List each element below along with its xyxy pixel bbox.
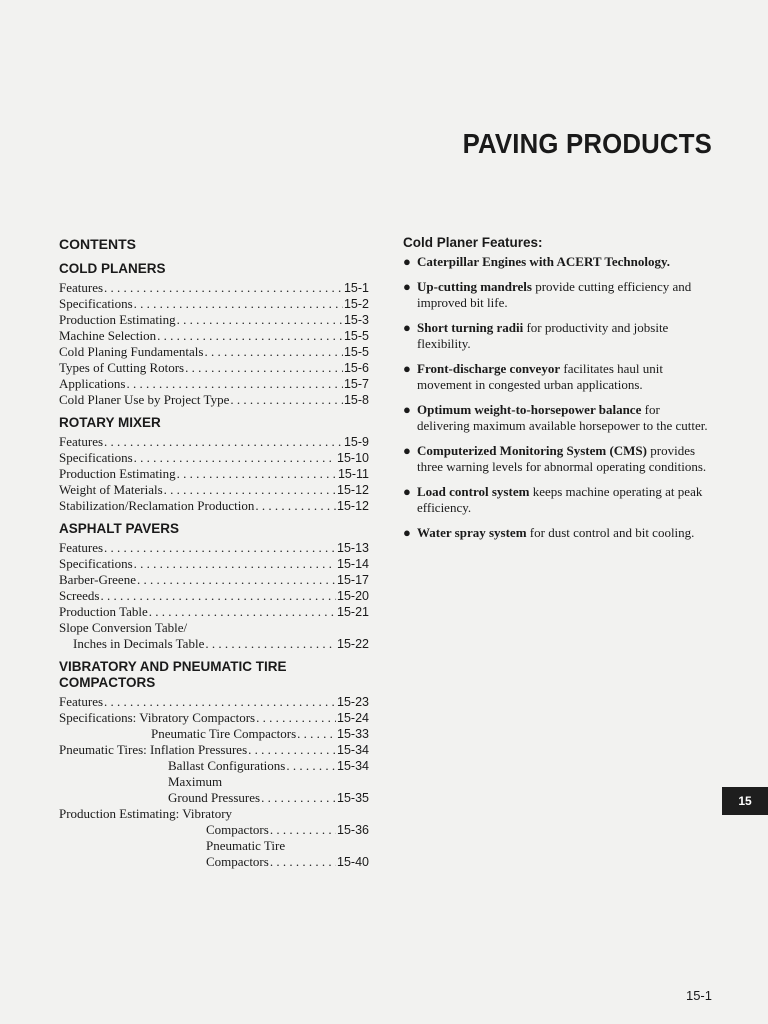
toc-entry-pt-ballast (59, 758, 369, 774)
toc-entry (59, 482, 369, 498)
toc-entry-pt-maximum: Maximum (168, 774, 223, 789)
bullet-icon: ● (403, 443, 411, 458)
toc-entry-label: Specifications: Vibratory Compactors (59, 710, 256, 725)
feature-description: facilitates haul unit movement in congested urban applications. (417, 361, 663, 392)
feature-name: Short turning radii (417, 320, 524, 335)
section-tab: 15 (722, 787, 768, 815)
toc-entry-page: 15-24 (337, 711, 369, 725)
toc-entry-page: 15-33 (337, 727, 369, 741)
toc-entry (59, 376, 369, 392)
contents-heading: CONTENTS (59, 236, 136, 252)
feature-item (403, 525, 715, 541)
leader-dots (104, 434, 343, 450)
toc-entry-slope-line1: Slope Conversion Table/ (59, 620, 188, 635)
bullet-icon: ● (403, 525, 411, 540)
feature-item (403, 320, 715, 352)
toc-entry-page: 15-35 (337, 791, 369, 805)
toc-entry-label: Features (59, 434, 104, 449)
feature-item (403, 402, 715, 434)
leader-dots (297, 726, 336, 742)
toc-entry-page: 15-11 (337, 467, 369, 481)
features-list (403, 254, 715, 541)
toc-entry-page: 15-34 (337, 743, 369, 757)
leader-dots (261, 790, 336, 806)
feature-name: Water spray system (417, 525, 527, 540)
toc-entry (59, 604, 369, 620)
toc-entry-pe-pneumatic-1: Pneumatic Tire (206, 838, 286, 853)
section-heading-rotary-mixer: ROTARY MIXER (59, 415, 161, 430)
toc-entry-label: Compactors (206, 822, 269, 837)
toc-entry-label: Ballast Configurations (168, 758, 286, 773)
toc-entry (59, 498, 369, 514)
toc-entry (59, 588, 369, 604)
leader-dots (164, 482, 336, 498)
bullet-icon: ● (403, 254, 411, 269)
toc-entry-spec-pneumatic (59, 726, 369, 742)
leader-dots (134, 296, 343, 312)
bullet-icon: ● (403, 320, 411, 335)
toc-entry-page: 15-10 (337, 451, 369, 465)
section-heading-compactors-line2: COMPACTORS (59, 675, 156, 690)
toc-entry (59, 466, 369, 482)
leader-dots (270, 854, 336, 870)
toc-entry-label: Weight of Materials (59, 482, 163, 497)
toc-entry-label: Applications (59, 376, 126, 391)
toc-entry-page: 15-5 (343, 329, 369, 343)
contents-column (59, 232, 369, 870)
bullet-icon: ● (403, 279, 411, 294)
toc-entry-pt-inflation (59, 742, 369, 758)
toc-entry-page: 15-13 (337, 541, 369, 555)
leader-dots (185, 360, 343, 376)
section-heading-cold-planers: COLD PLANERS (59, 261, 166, 276)
toc-entry (59, 296, 369, 312)
toc-entry-label: Compactors (206, 854, 269, 869)
toc-entry-label: Production Estimating (59, 312, 176, 327)
bullet-icon: ● (403, 484, 411, 499)
leader-dots (204, 344, 343, 360)
leader-dots (157, 328, 343, 344)
toc-entry (59, 556, 369, 572)
toc-entry-spec-vibratory (59, 710, 369, 726)
toc-entry-page: 15-9 (343, 435, 369, 449)
toc-entry-label: Ground Pressures (168, 790, 261, 805)
toc-entry-pe-pneumatic-2 (59, 854, 369, 870)
toc-entry-page: 15-23 (337, 695, 369, 709)
section-heading-compactors-line1: VIBRATORY AND PNEUMATIC TIRE (59, 659, 287, 674)
toc-entry-page: 15-8 (343, 393, 369, 407)
bullet-icon: ● (403, 361, 411, 376)
toc-entry-page: 15-40 (337, 855, 369, 869)
feature-name: Front-discharge conveyor (417, 361, 561, 376)
toc-entry-label: Pneumatic Tire Compactors (151, 726, 297, 741)
toc-entry (59, 360, 369, 376)
toc-list-rotary-mixer (59, 434, 369, 514)
leader-dots (177, 466, 337, 482)
leader-dots (248, 742, 336, 758)
toc-entry-page: 15-36 (337, 823, 369, 837)
toc-entry-label: Features (59, 280, 104, 295)
feature-item (403, 254, 715, 270)
leader-dots (270, 822, 336, 838)
feature-name: Up-cutting mandrels (417, 279, 532, 294)
toc-entry-label: Stabilization/Reclamation Production (59, 498, 255, 513)
toc-entry-page: 15-34 (337, 759, 369, 773)
leader-dots (134, 450, 336, 466)
toc-entry-pt-ground (59, 790, 369, 806)
toc-entry-label: Pneumatic Tires: Inflation Pressures (59, 742, 248, 757)
toc-entry-label: Screeds (59, 588, 100, 603)
leader-dots (104, 540, 336, 556)
toc-list-asphalt-pavers (59, 540, 369, 620)
feature-item (403, 279, 715, 311)
toc-entry-label: Specifications (59, 556, 133, 571)
feature-item (403, 443, 715, 475)
toc-entry (59, 280, 369, 296)
page-title: PAVING PRODUCTS (462, 128, 712, 159)
features-heading: Cold Planer Features: (403, 235, 543, 250)
feature-name: Optimum weight-to-horsepower balance (417, 402, 642, 417)
toc-entry-label: Cold Planing Fundamentals (59, 344, 204, 359)
toc-entry (59, 434, 369, 450)
leader-dots (256, 710, 336, 726)
page-number: 15-1 (685, 988, 712, 1003)
feature-item (403, 361, 715, 393)
toc-entry-slope-line2 (59, 636, 369, 652)
toc-entry-page: 15-2 (343, 297, 369, 311)
leader-dots (137, 572, 336, 588)
toc-entry-compactor-features (59, 694, 369, 710)
feature-description: keeps machine operating at peak efficiency. (417, 484, 703, 515)
toc-entry-label: Production Estimating (59, 466, 176, 481)
toc-entry (59, 572, 369, 588)
toc-entry-pe-vibratory-2 (59, 822, 369, 838)
toc-entry-label: Barber-Greene (59, 572, 136, 587)
toc-entry-page: 15-14 (337, 557, 369, 571)
leader-dots (100, 588, 336, 604)
toc-entry-label: Specifications (59, 450, 133, 465)
feature-description: provides three warning levels for abnormal operating conditions. (417, 443, 707, 474)
toc-entry-label: Inches in Decimals Table (73, 636, 205, 651)
toc-list-cold-planers (59, 280, 369, 408)
feature-description: for dust control and bit cooling. (526, 525, 695, 540)
toc-entry-page: 15-12 (337, 483, 369, 497)
toc-entry-label: Production Table (59, 604, 148, 619)
leader-dots (126, 376, 343, 392)
leader-dots (205, 636, 336, 652)
toc-entry (59, 312, 369, 328)
toc-entry-page: 15-21 (337, 605, 369, 619)
leader-dots (149, 604, 336, 620)
toc-entry-page: 15-20 (337, 589, 369, 603)
toc-entry-label: Features (59, 540, 104, 555)
toc-entry-pe-vibratory-1: Production Estimating: Vibratory (59, 806, 233, 821)
toc-entry-page: 15-22 (337, 637, 369, 651)
toc-entry-page: 15-17 (337, 573, 369, 587)
toc-entry (59, 392, 369, 408)
features-column (403, 232, 715, 550)
toc-entry-page: 15-5 (343, 345, 369, 359)
leader-dots (177, 312, 343, 328)
feature-item (403, 484, 715, 516)
toc-entry-label: Cold Planer Use by Project Type (59, 392, 230, 407)
toc-entry-page: 15-3 (343, 313, 369, 327)
toc-entry-page: 15-6 (343, 361, 369, 375)
feature-name: Caterpillar Engines with ACERT Technology. (417, 254, 670, 269)
leader-dots (286, 758, 336, 774)
toc-entry-label: Machine Selection (59, 328, 157, 343)
section-heading-asphalt-pavers: ASPHALT PAVERS (59, 521, 180, 536)
leader-dots (104, 694, 336, 710)
toc-entry-page: 15-12 (337, 499, 369, 513)
feature-description: for delivering maximum available horsepower to the cutter. (417, 402, 708, 433)
feature-name: Computerized Monitoring System (CMS) (417, 443, 647, 458)
toc-entry-label: Types of Cutting Rotors (59, 360, 185, 375)
leader-dots (104, 280, 343, 296)
toc-entry (59, 450, 369, 466)
toc-entry-page: 15-1 (343, 281, 369, 295)
leader-dots (230, 392, 343, 408)
toc-entry-page: 15-7 (343, 377, 369, 391)
section-heading-compactors (59, 659, 369, 691)
toc-entry (59, 328, 369, 344)
toc-entry (59, 344, 369, 360)
toc-entry (59, 540, 369, 556)
feature-name: Load control system (417, 484, 530, 499)
toc-entry-label: Specifications (59, 296, 133, 311)
toc-entry-label: Features (59, 694, 104, 709)
feature-description: for productivity and jobsite flexibility. (417, 320, 669, 351)
leader-dots (134, 556, 336, 572)
bullet-icon: ● (403, 402, 411, 417)
feature-description: provide cutting efficiency and improved bit life. (417, 279, 692, 310)
leader-dots (255, 498, 336, 514)
